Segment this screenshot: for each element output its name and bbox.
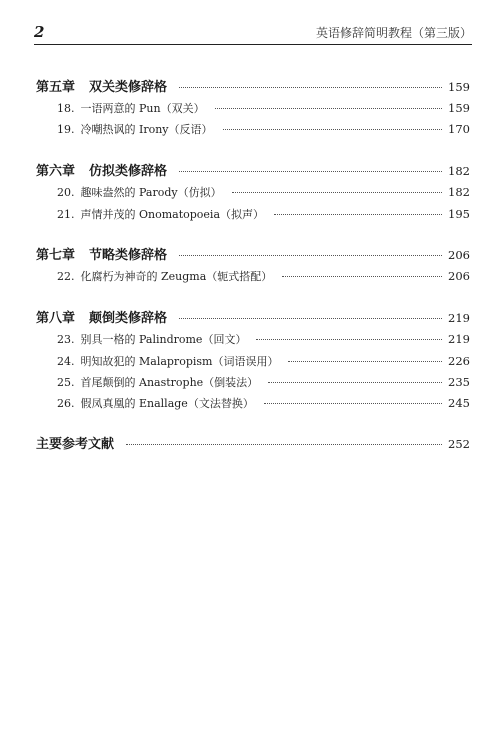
chapter-page: 159	[448, 80, 470, 94]
dot-leader	[126, 444, 442, 445]
entry-page: 195	[448, 207, 470, 221]
dot-leader	[179, 171, 442, 172]
chapter-label: 第八章	[36, 311, 76, 326]
dot-leader	[215, 108, 442, 109]
toc-entry-24[interactable]	[57, 352, 470, 370]
chapter-title: 节略类修辞格	[89, 248, 168, 263]
chapter-page: 206	[448, 248, 470, 262]
entry-number: 25.	[57, 376, 75, 389]
chapter-label: 第七章	[36, 248, 76, 263]
toc-entry-18[interactable]	[57, 99, 470, 117]
chapter-title: 仿拟类修辞格	[89, 164, 168, 179]
dot-leader	[232, 192, 442, 193]
entry-number: 19.	[57, 123, 75, 136]
chapter-title: 颠倒类修辞格	[89, 311, 168, 326]
entry-page: 206	[448, 269, 470, 283]
entry-title: 冷嘲热讽的 Irony（反语）	[80, 123, 213, 136]
dot-leader	[179, 318, 442, 319]
entry-page: 245	[448, 396, 470, 410]
bibliography-page: 252	[448, 437, 470, 451]
entry-title: 别具一格的 Palindrome（回文）	[80, 333, 247, 346]
entry-number: 24.	[57, 355, 75, 368]
dot-leader	[223, 129, 443, 130]
chapter-label: 第五章	[36, 80, 76, 95]
entry-number: 22.	[57, 270, 75, 283]
entry-title: 假凤真凰的 Enallage（文法替换）	[80, 397, 254, 410]
toc-chapter-6[interactable]	[36, 161, 470, 181]
toc-chapter-8[interactable]	[36, 308, 470, 328]
entry-title: 明知故犯的 Malapropism（词语误用）	[80, 355, 279, 368]
entry-page: 219	[448, 332, 470, 346]
entry-number: 21.	[57, 208, 75, 221]
entry-page: 159	[448, 101, 470, 115]
entry-title: 一语两意的 Pun（双关）	[80, 102, 205, 115]
dot-leader	[179, 255, 442, 256]
entry-title: 首尾颠倒的 Anastrophe（倒装法）	[80, 376, 259, 389]
entry-page: 182	[448, 185, 470, 199]
dot-leader	[288, 361, 442, 362]
chapter-title: 双关类修辞格	[89, 80, 168, 95]
toc-bibliography[interactable]	[36, 434, 470, 454]
entry-number: 26.	[57, 397, 75, 410]
toc-entry-26[interactable]	[57, 394, 470, 412]
dot-leader	[256, 339, 442, 340]
dot-leader	[179, 87, 442, 88]
toc-entry-19[interactable]	[57, 120, 470, 138]
entry-title: 声情并茂的 Onomatopoeia（拟声）	[80, 208, 265, 221]
dot-leader	[268, 382, 442, 383]
dot-leader	[264, 403, 442, 404]
entry-page: 170	[448, 122, 470, 136]
toc-entry-23[interactable]	[57, 330, 470, 348]
entry-number: 20.	[57, 186, 75, 199]
toc-chapter-5[interactable]	[36, 77, 470, 97]
toc-entry-22[interactable]	[57, 267, 470, 285]
chapter-page: 182	[448, 164, 470, 178]
bibliography-title: 主要参考文献	[36, 437, 115, 452]
running-title: 英语修辞简明教程（第三版）	[315, 26, 472, 40]
entry-number: 18.	[57, 102, 75, 115]
chapter-label: 第六章	[36, 164, 76, 179]
toc-chapter-7[interactable]	[36, 245, 470, 265]
dot-leader	[274, 214, 442, 215]
entry-title: 趣味盎然的 Parody（仿拟）	[80, 186, 222, 199]
toc-entry-25[interactable]	[57, 373, 470, 391]
page-number: 2	[34, 23, 45, 41]
entry-page: 226	[448, 354, 470, 368]
entry-number: 23.	[57, 333, 75, 346]
entry-title: 化腐朽为神奇的 Zeugma（轭式搭配）	[80, 270, 273, 283]
toc-entry-21[interactable]	[57, 205, 470, 223]
chapter-page: 219	[448, 311, 470, 325]
toc-entry-20[interactable]	[57, 183, 470, 201]
dot-leader	[282, 276, 442, 277]
entry-page: 235	[448, 375, 470, 389]
